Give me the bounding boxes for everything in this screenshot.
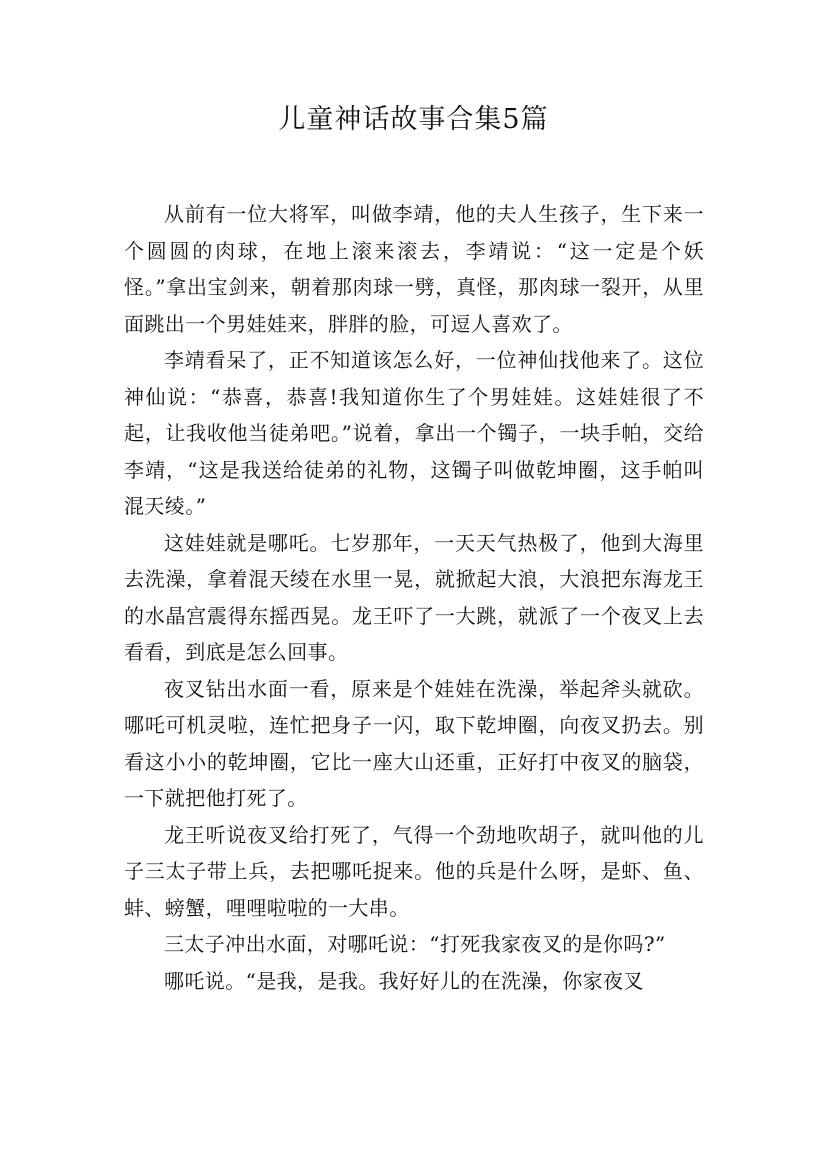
paragraph-7: 哪吒说。“是我，是我。我好好儿的在洗澡，你家夜叉 [164,968,644,993]
paragraph-2: 李靖看呆了，正不知道该怎么好，一位神仙找他来了。这位神仙说：“恭喜，恭喜!我知道你生了个男娃娃。这娃娃很了不起，让我收他当徒弟吧。”说着，拿出一个镯子，一块手帕，交给李靖，“这是我送给徒弟的礼物，这镯子叫做乾坤圈，这手帕叫混天绫。” [124,348,704,518]
paragraph-4: 夜叉钻出水面一看，原来是个娃娃在洗澡，举起斧头就砍。哪吒可机灵啦，连忙把身子一闪，取下乾坤圈，向夜叉扔去。别看这小小的乾坤圈，它比一座大山还重，正好打中夜叉的脑袋，一下就把他打死了。 [124,676,704,810]
document-title: 儿童神话故事合集5篇 [278,104,549,135]
paragraph-3: 这娃娃就是哪吒。七岁那年，一天天气热极了，他到大海里去洗澡，拿着混天绫在水里一晃，就掀起大浪，大浪把东海龙王的水晶宫震得东摇西晃。龙王吓了一大跳，就派了一个夜叉上去看看，到底是怎么回事。 [124,530,704,664]
paragraph-1: 从前有一位大将军，叫做李靖，他的夫人生孩子，生下来一个圆圆的肉球，在地上滚来滚去，李靖说：“这一定是个妖怪。”拿出宝剑来，朝着那肉球一劈，真怪，那肉球一裂开，从里面跳出一个男娃娃来，胖胖的脸，可逗人喜欢了。 [124,202,704,336]
document-body [124,196,704,999]
paragraph-6: 三太子冲出水面，对哪吒说：“打死我家夜叉的是你吗?” [164,932,666,956]
paragraph-5: 龙王听说夜叉给打死了，气得一个劲地吹胡子，就叫他的儿子三太子带上兵，去把哪吒捉来。他的兵是什么呀，是虾、鱼、蚌、螃蟹，哩哩啦啦的一大串。 [124,822,704,920]
